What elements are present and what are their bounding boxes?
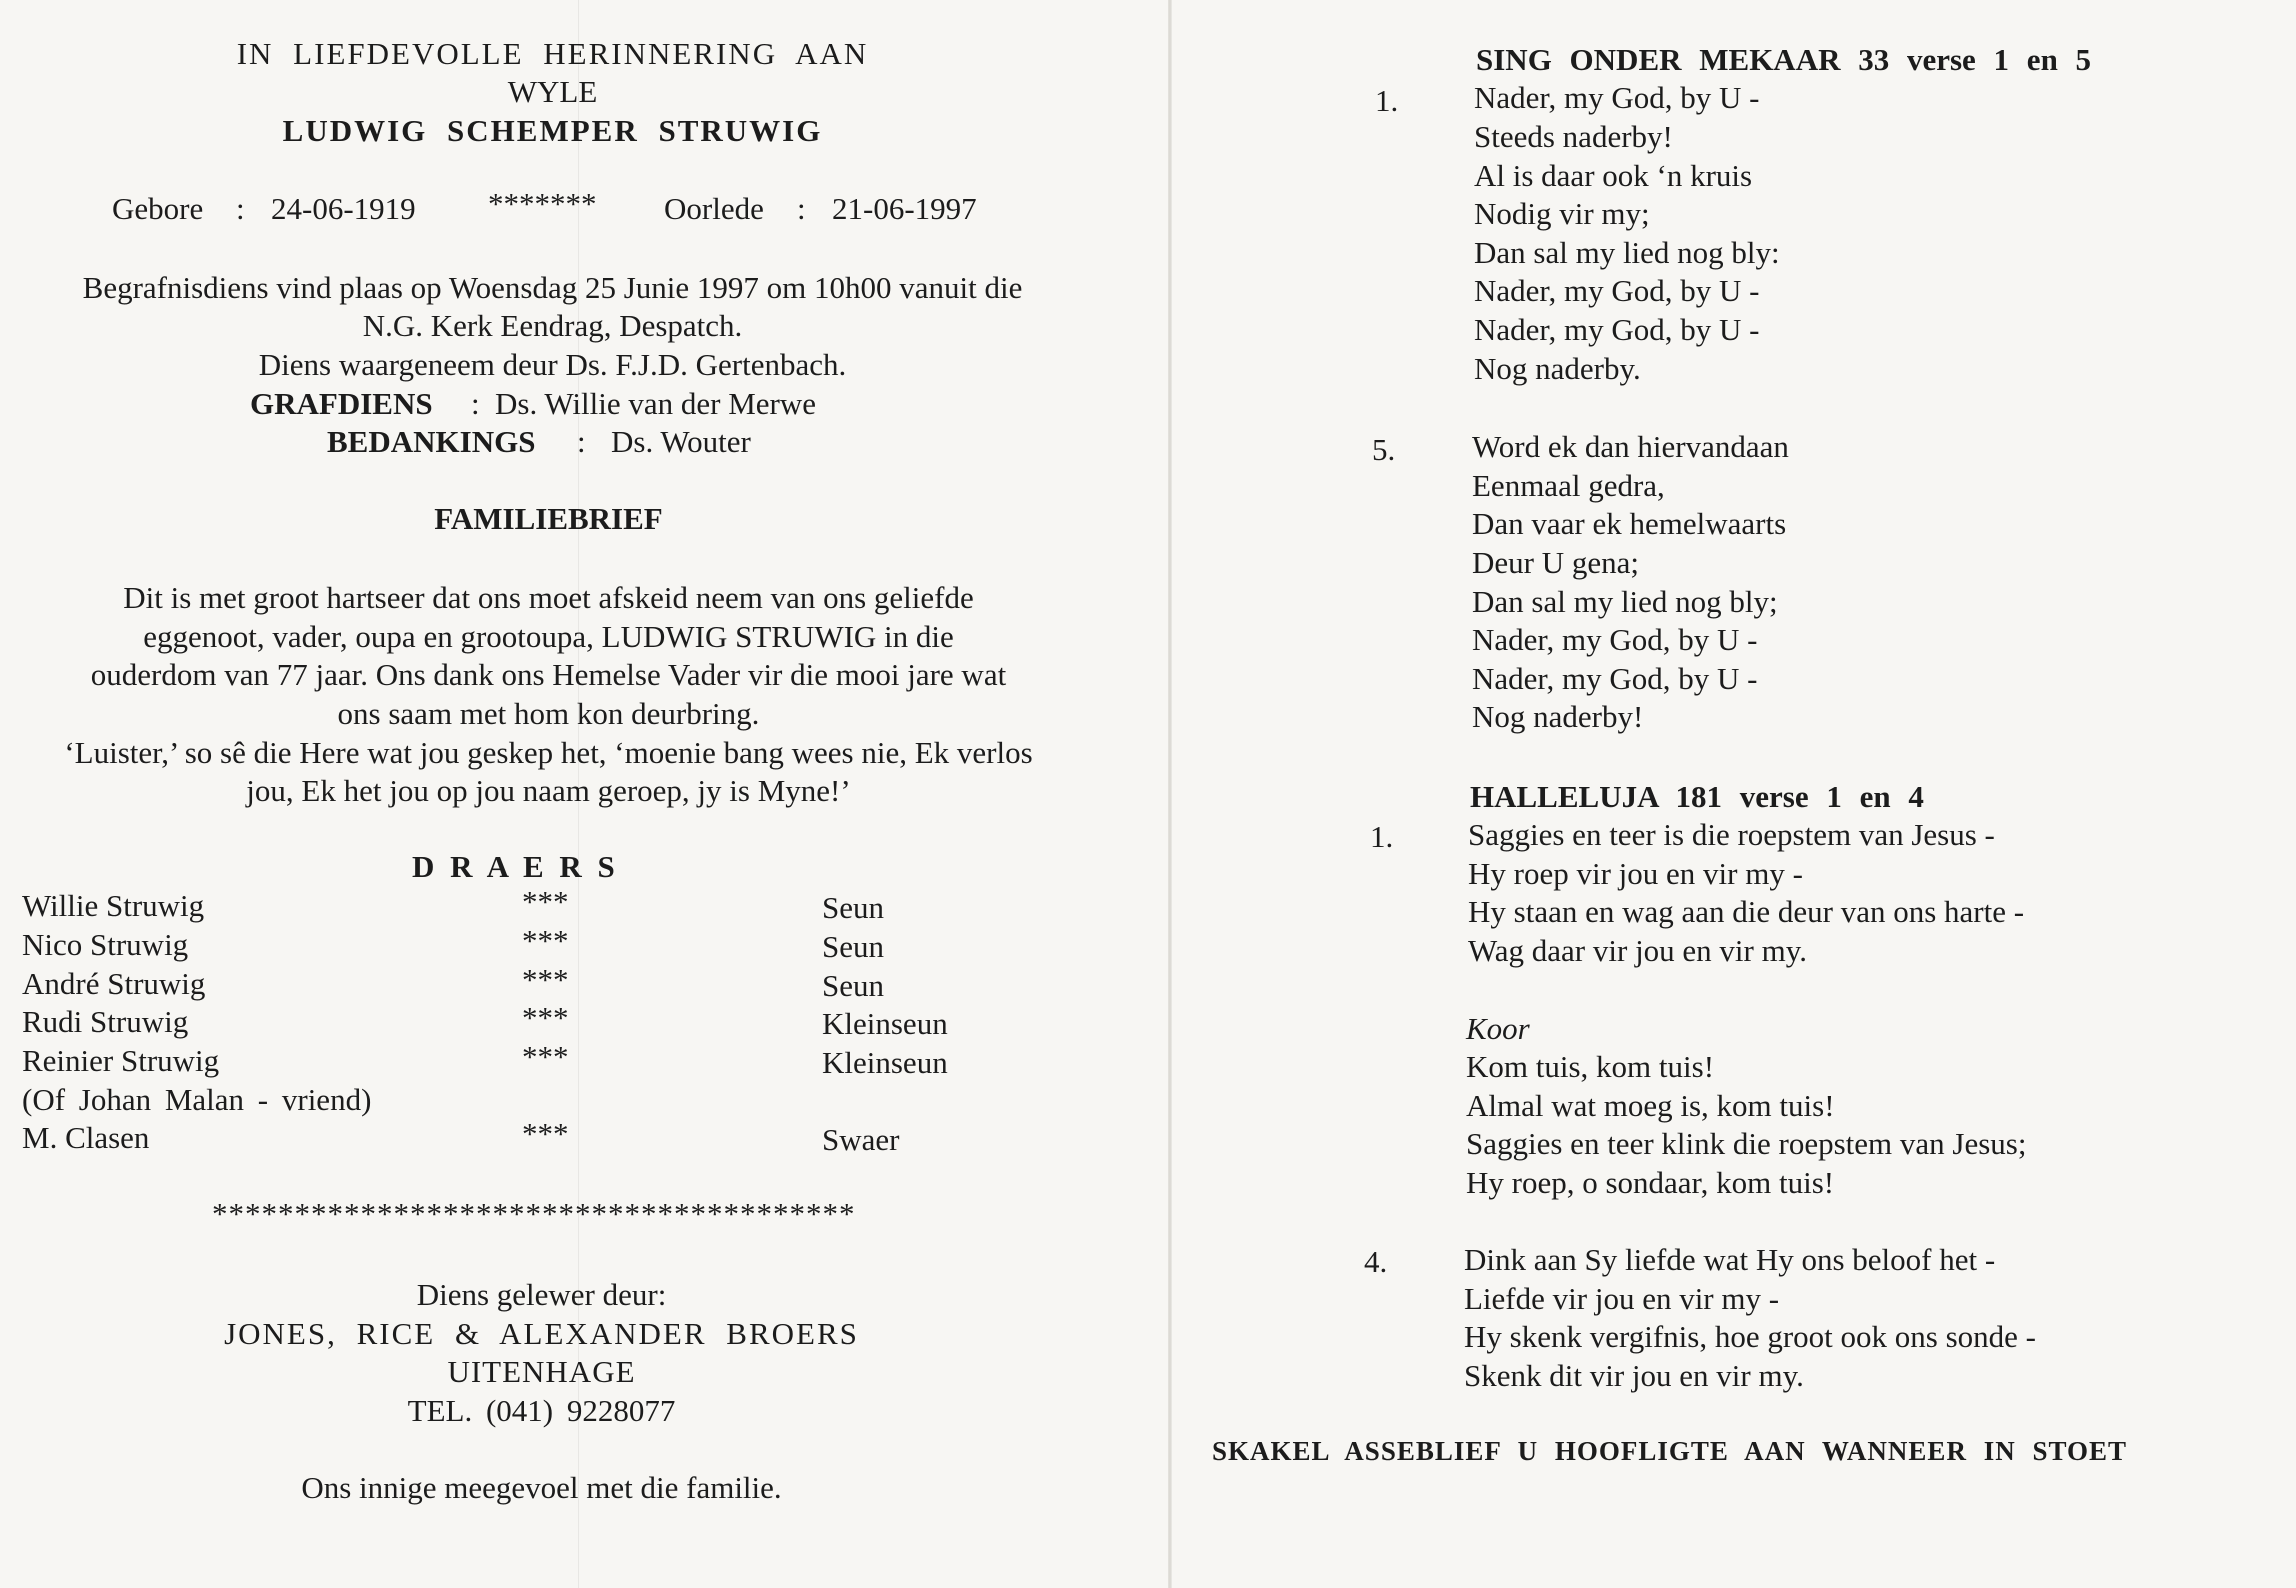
draer-relation: Swaer <box>822 1122 900 1157</box>
undertaker-line2: JONES, RICE & ALEXANDER BROERS <box>224 1316 859 1351</box>
hymn1-title: SING ONDER MEKAAR 33 verse 1 en 5 <box>1476 42 2092 77</box>
hymn-line: Nodig vir my; <box>1474 196 1650 231</box>
hymn-line: Hy roep vir jou en vir my - <box>1468 856 1803 891</box>
born-label: Gebore <box>112 191 204 226</box>
hymn-line: Nader, my God, by U - <box>1472 661 1758 696</box>
grafdiens-value: Ds. Willie van der Merwe <box>495 386 817 421</box>
hymn2-verse1-number: 1. <box>1370 819 1394 854</box>
draer-relation: Seun <box>822 968 884 1003</box>
condolence: Ons innige meegevoel met die familie. <box>301 1470 782 1505</box>
draer-name: M. Clasen <box>22 1120 150 1155</box>
letter-line3: ouderdom van 77 jaar. Ons dank ons Hemelse Vader vir die mooi jare wat <box>90 657 1007 692</box>
hymn2-verse4-number: 4. <box>1364 1244 1388 1279</box>
hymn-line: Dan vaar ek hemelwaarts <box>1472 506 1787 541</box>
letter-line4: ons saam met hom kon deurbring. <box>337 696 760 731</box>
bedankings-label: BEDANKINGS <box>327 424 536 459</box>
draer-relation: Kleinseun <box>822 1045 948 1080</box>
born-date: 24-06-1919 <box>271 191 416 226</box>
hymn-line: Word ek dan hiervandaan <box>1472 429 1789 464</box>
grafdiens-sep: : <box>471 386 480 421</box>
hymn-line: Saggies en teer is die roepstem van Jesus - <box>1468 817 1995 852</box>
undertaker-line3: UITENHAGE <box>447 1354 636 1389</box>
draer-stars: *** <box>522 884 569 919</box>
draer-relation: Seun <box>822 890 884 925</box>
hymn-line: Wag daar vir jou en vir my. <box>1468 933 1807 968</box>
hymn1-verse5-number: 5. <box>1372 432 1396 467</box>
letter-line2: eggenoot, vader, oupa en grootoupa, LUDWIG STRUWIG in die <box>143 619 954 654</box>
died-date: 21-06-1997 <box>832 191 977 226</box>
draer-stars: *** <box>522 1000 569 1035</box>
draer-name: Willie Struwig <box>22 888 205 923</box>
draer-name: Nico Struwig <box>22 927 189 962</box>
draer-stars: *** <box>522 1116 569 1151</box>
footer-notice: SKAKEL ASSEBLIEF U HOOFLIGTE AAN WANNEER IN STOET <box>1212 1436 2127 1466</box>
letter-line6: jou, Ek het jou op jou naam geroep, jy is Myne!’ <box>246 773 851 808</box>
hymn-line: Eenmaal gedra, <box>1472 468 1665 503</box>
hymn1-verse1-number: 1. <box>1375 83 1399 118</box>
hymn-line: Nader, my God, by U - <box>1474 273 1760 308</box>
hymn-line: Dan sal my lied nog bly: <box>1474 235 1780 270</box>
draer-relation: Kleinseun <box>822 1006 948 1041</box>
hymn-line: Steeds naderby! <box>1474 119 1673 154</box>
died-label: Oorlede <box>664 191 764 226</box>
hymn-line: Nader, my God, by U - <box>1474 312 1760 347</box>
chorus-line: Saggies en teer klink die roepstem van Jesus; <box>1466 1126 2027 1161</box>
header-line2: WYLE <box>507 74 598 109</box>
familiebrief-title: FAMILIEBRIEF <box>434 501 663 536</box>
undertaker-line1: Diens gelewer deur: <box>416 1277 667 1312</box>
hymn-line: Dink aan Sy liefde wat Hy ons beloof het - <box>1464 1242 1996 1277</box>
bedankings-sep: : <box>577 424 586 459</box>
hymn-line: Liefde vir jou en vir my - <box>1464 1281 1780 1316</box>
hymn-line: Nog naderby. <box>1474 351 1641 386</box>
hymn2-title: HALLELUJA 181 verse 1 en 4 <box>1470 779 1924 814</box>
draer-name: Reinier Struwig <box>22 1043 220 1078</box>
hymn-line: Nader, my God, by U - <box>1474 80 1760 115</box>
draer-relation: Seun <box>822 929 884 964</box>
chorus-line: Kom tuis, kom tuis! <box>1466 1049 1715 1084</box>
draer-name: Rudi Struwig <box>22 1004 189 1039</box>
hymn-line: Skenk dit vir jou en vir my. <box>1464 1358 1804 1393</box>
bedankings-value: Ds. Wouter <box>611 424 751 459</box>
draers-title: D R A E R S <box>412 849 619 884</box>
hymn-line: Hy staan en wag aan die deur van ons harte - <box>1468 894 2025 929</box>
born-sep: : <box>236 191 245 226</box>
star-separator: *************************************** <box>212 1196 856 1231</box>
hymn-line: Dan sal my lied nog bly; <box>1472 584 1778 619</box>
chorus-line: Almal wat moeg is, kom tuis! <box>1466 1088 1835 1123</box>
undertaker-phone: TEL. (041) 9228077 <box>407 1393 676 1428</box>
hymn-line: Hy skenk vergifnis, hoe groot ook ons sonde - <box>1464 1319 2037 1354</box>
hymn-line: Al is daar ook ‘n kruis <box>1474 158 1753 193</box>
hymn-line: Deur U gena; <box>1472 545 1639 580</box>
service-line3: Diens waargeneem deur Ds. F.J.D. Gertenbach. <box>258 347 847 382</box>
died-sep: : <box>797 191 806 226</box>
service-line2: N.G. Kerk Eendrag, Despatch. <box>362 308 743 343</box>
draer-name: André Struwig <box>22 966 206 1001</box>
header-line1: IN LIEFDEVOLLE HERINNERING AAN <box>236 36 869 71</box>
hymn-line: Nog naderby! <box>1472 699 1644 734</box>
hymn-line: Nader, my God, by U - <box>1472 622 1758 657</box>
chorus-line: Hy roep, o sondaar, kom tuis! <box>1466 1165 1835 1200</box>
letter-line1: Dit is met groot hartseer dat ons moet afskeid neem van ons geliefde <box>123 580 974 615</box>
right-page <box>1170 0 2296 1588</box>
draer-stars: *** <box>522 923 569 958</box>
chorus-label: Koor <box>1466 1011 1530 1046</box>
draer-stars: *** <box>522 962 569 997</box>
draer-name: (Of Johan Malan - vriend) <box>22 1082 372 1117</box>
service-line1: Begrafnisdiens vind plaas op Woensdag 25 Junie 1997 om 10h00 vanuit die <box>82 270 1023 305</box>
grafdiens-label: GRAFDIENS <box>250 386 433 421</box>
date-stars: ******* <box>488 186 597 221</box>
draer-stars: *** <box>522 1039 569 1074</box>
letter-line5: ‘Luister,’ so sê die Here wat jou geskep het, ‘moenie bang wees nie, Ek verlos <box>64 735 1033 770</box>
deceased-name: LUDWIG SCHEMPER STRUWIG <box>282 113 823 148</box>
